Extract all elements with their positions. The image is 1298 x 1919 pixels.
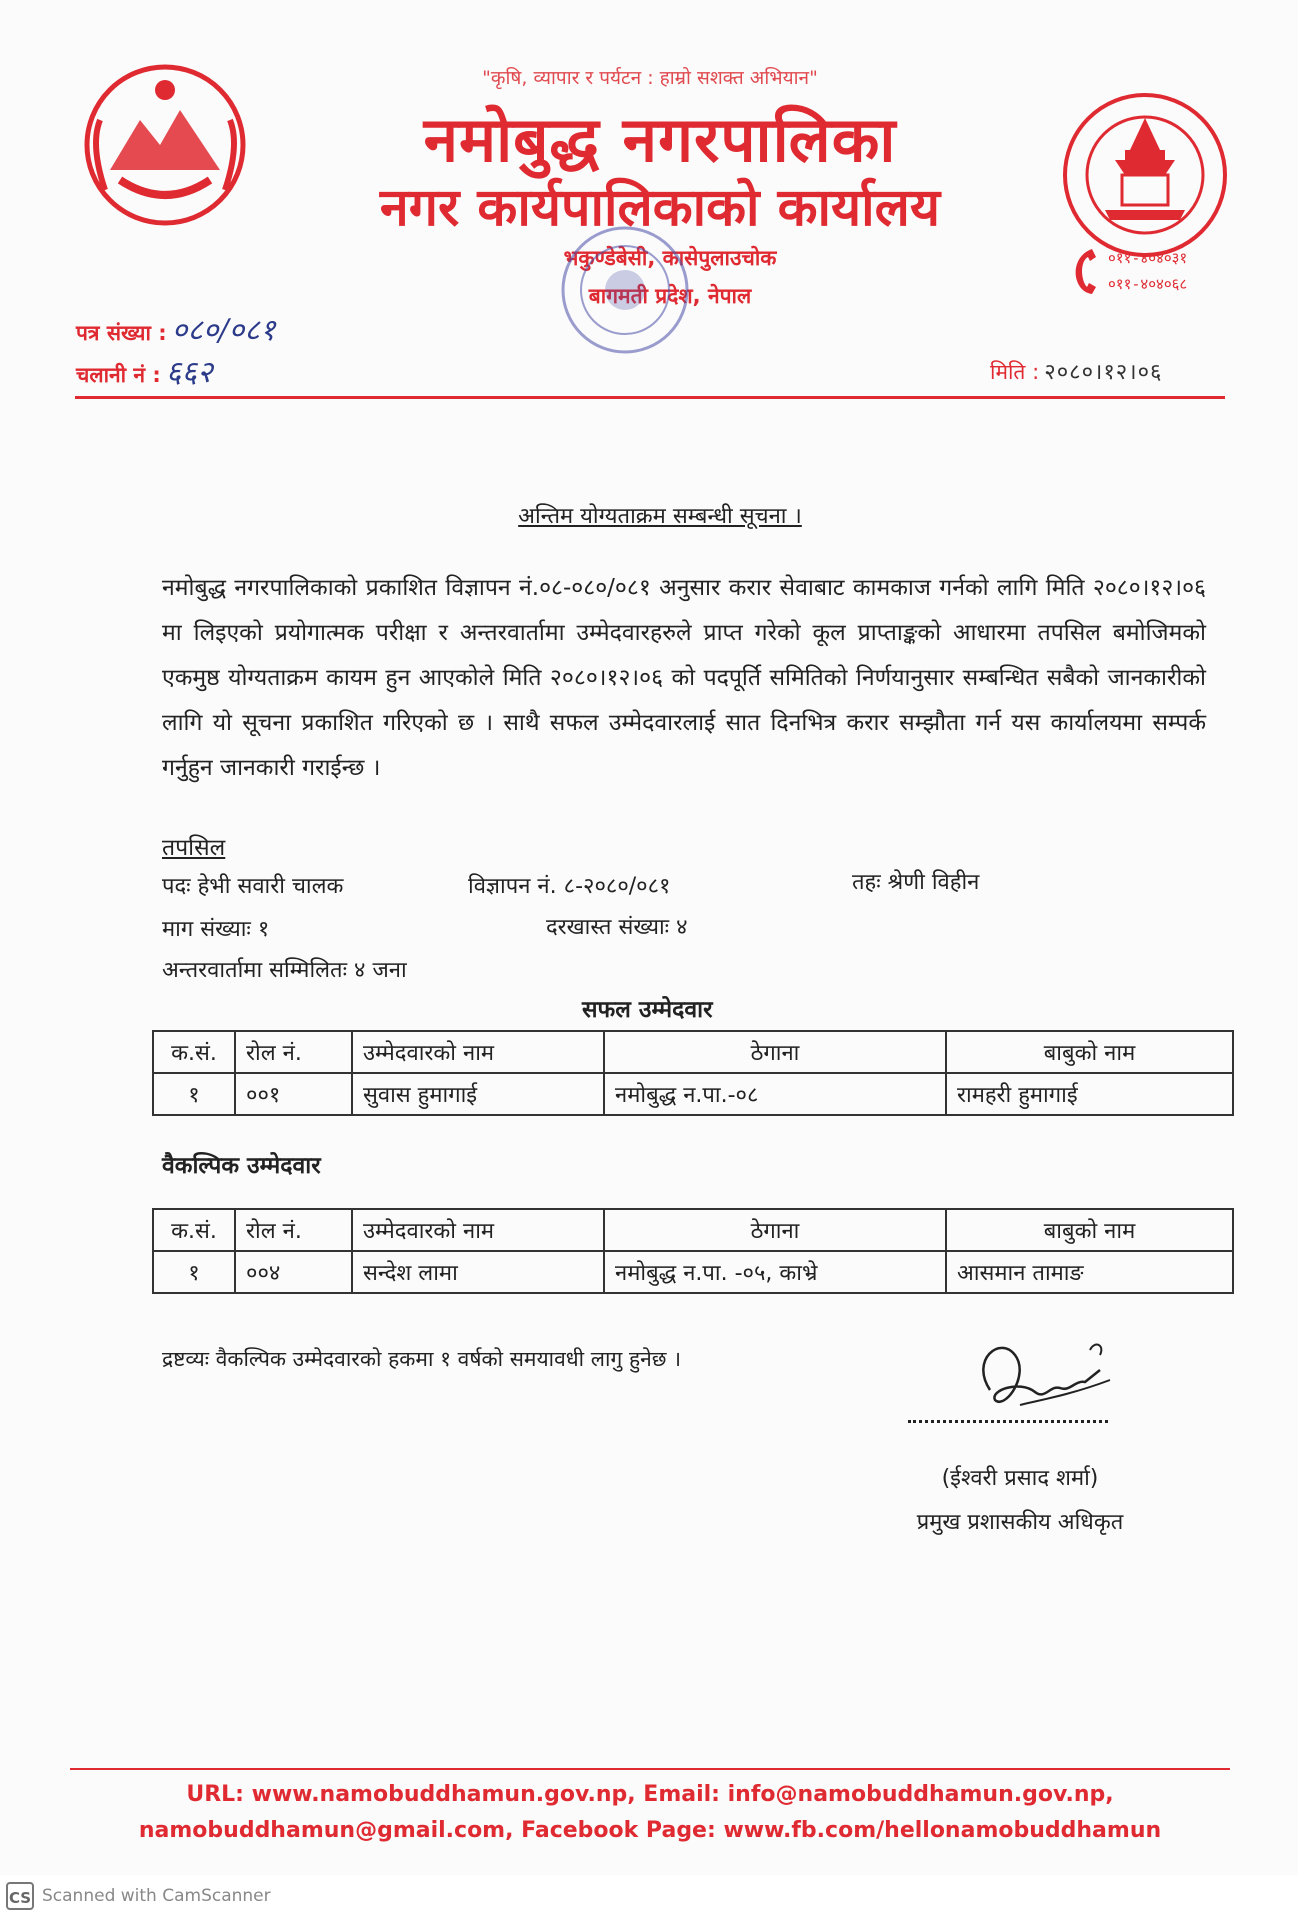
footer-divider bbox=[70, 1768, 1230, 1770]
footer-contact-line-2: namobuddhamun@gmail.com, Facebook Page: www.fb.com/hellonamobuddhamun bbox=[138, 1818, 1162, 1843]
phone-number-1: ०११-४०४०३१ bbox=[1108, 249, 1188, 267]
letter-number-value: ०८०/०८१ bbox=[171, 313, 276, 348]
cell-father-name: आसमान तामाङ bbox=[946, 1251, 1233, 1293]
note: द्रष्टव्यः वैकल्पिक उम्मेदवारको हकमा १ वर्षको समयावधी लागु हुनेछ । bbox=[162, 1347, 682, 1371]
table-row bbox=[153, 1251, 1233, 1293]
footer-contact-line-1: URL: www.namobuddhamun.gov.np, Email: info@namobuddhamun.gov.np, bbox=[186, 1782, 1114, 1807]
phone-number-2: ०११-४०४०६८ bbox=[1108, 275, 1188, 293]
letter-date bbox=[990, 356, 1162, 386]
post-name: पदः हेभी सवारी चालक bbox=[162, 874, 344, 899]
nepal-emblem-icon bbox=[80, 60, 250, 230]
signature-icon bbox=[960, 1330, 1120, 1440]
office-stamp-icon bbox=[540, 215, 710, 365]
signature-line bbox=[908, 1420, 1108, 1423]
successful-candidates-title: सफल उम्मेदवार bbox=[582, 997, 713, 1023]
successful-candidates-table bbox=[152, 1030, 1234, 1116]
col-roll: रोल नं. bbox=[235, 1031, 352, 1073]
advertisement-number: विज्ञापन नं. ८-२०८०/०८१ bbox=[468, 874, 671, 899]
cell-candidate-name: सन्देश लामा bbox=[352, 1251, 604, 1293]
col-serial: क.सं. bbox=[153, 1031, 235, 1073]
col-address: ठेगाना bbox=[604, 1031, 946, 1073]
table-header-row bbox=[153, 1209, 1233, 1251]
col-candidate-name: उम्मेदवारको नाम bbox=[352, 1209, 604, 1251]
table-row bbox=[153, 1073, 1233, 1115]
cell-serial: १ bbox=[153, 1251, 235, 1293]
signatory-title: प्रमुख प्रशासकीय अधिकृत bbox=[916, 1510, 1124, 1535]
col-candidate-name: उम्मेदवारको नाम bbox=[352, 1031, 604, 1073]
municipality-seal-icon bbox=[1060, 90, 1230, 260]
cell-address: नमोबुद्ध न.पा. -०५, काभ्रे bbox=[604, 1251, 946, 1293]
alternate-candidates-table bbox=[152, 1208, 1234, 1294]
municipality-name: नमोबुद्ध नगरपालिका bbox=[423, 103, 897, 176]
cell-serial: १ bbox=[153, 1073, 235, 1115]
camscanner-watermark: Scanned with CamScanner bbox=[42, 1886, 271, 1906]
dispatch-number-label: चलानी नं : bbox=[76, 363, 161, 387]
camscanner-logo-icon: CS bbox=[6, 1882, 34, 1910]
dispatch-number-value: ६६२ bbox=[165, 355, 213, 390]
cell-father-name: रामहरी हुमागाई bbox=[946, 1073, 1233, 1115]
header-divider bbox=[75, 396, 1225, 399]
phone-numbers bbox=[1108, 245, 1187, 297]
cell-roll: ००१ bbox=[235, 1073, 352, 1115]
date-label: मिति : bbox=[990, 360, 1040, 384]
col-father-name: बाबुको नाम bbox=[946, 1209, 1233, 1251]
details-heading: तपसिल bbox=[162, 835, 226, 861]
interview-count: अन्तरवार्तामा सम्मिलितः ४ जना bbox=[162, 958, 407, 983]
header-slogan: "कृषि, व्यापार र पर्यटन : हाम्रो सशक्त अभियान" bbox=[482, 67, 818, 89]
signatory-name: (ईश्वरी प्रसाद शर्मा) bbox=[941, 1466, 1099, 1491]
cell-address: नमोबुद्ध न.पा.-०८ bbox=[604, 1073, 946, 1115]
application-count: दरखास्त संख्याः ४ bbox=[546, 915, 688, 940]
col-serial: क.सं. bbox=[153, 1209, 235, 1251]
notice-title: अन्तिम योग्यताक्रम सम्बन्धी सूचना । bbox=[518, 504, 802, 529]
table-header-row bbox=[153, 1031, 1233, 1073]
demand-count: माग संख्याः १ bbox=[162, 917, 270, 942]
notice-body: नमोबुद्ध नगरपालिकाको प्रकाशित विज्ञापन नं.०८-०८०/०८१ अनुसार करार सेवाबाट कामकाज गर्नको लागि मिति २०८०।१२।०६ मा लिइएको प्रयोगात्मक परीक्षा र अन्तरवार्तामा उम्मेदवारहरुले प्राप्त गरेको कूल प्राप्ताङ्कको आधारमा तपसिल बमोजिमको एकमुष्ठ योग्यताक्रम कायम हुन आएकोले मिति २०८०।१२।०६ को पदपूर्ति समितिको निर्णयानुसार सम्बन्धित सबैको जानकारीको लागि यो सूचना प्रकाशित गरिएको छ । साथै सफल उम्मेदवारलाई सात दिनभित्र करार सम्झौता गर्न यस कार्यालयमा सम्पर्क गर्नुहुन जानकारी गराईन्छ । bbox=[162, 575, 1206, 781]
letter-number-label: पत्र संख्या : bbox=[76, 321, 167, 345]
col-roll: रोल नं. bbox=[235, 1209, 352, 1251]
address-line-2: बागमती प्रदेश, नेपाल bbox=[588, 284, 752, 308]
address-line-1: भकुण्डेबेसी, कासेपुलाउचोक bbox=[563, 246, 777, 270]
col-father-name: बाबुको नाम bbox=[946, 1031, 1233, 1073]
col-address: ठेगाना bbox=[604, 1209, 946, 1251]
post-level: तहः श्रेणी विहीन bbox=[852, 870, 980, 895]
phone-icon bbox=[1070, 245, 1100, 297]
date-value: २०८०।१२।०६ bbox=[1044, 360, 1163, 385]
alternate-candidates-title: वैकल्पिक उम्मेदवार bbox=[162, 1153, 321, 1179]
cell-roll: ००४ bbox=[235, 1251, 352, 1293]
cell-candidate-name: सुवास हुमागाई bbox=[352, 1073, 604, 1115]
letter-number bbox=[76, 308, 275, 349]
office-name: नगर कार्यपालिकाको कार्यालय bbox=[379, 178, 941, 238]
dispatch-number bbox=[76, 350, 213, 391]
